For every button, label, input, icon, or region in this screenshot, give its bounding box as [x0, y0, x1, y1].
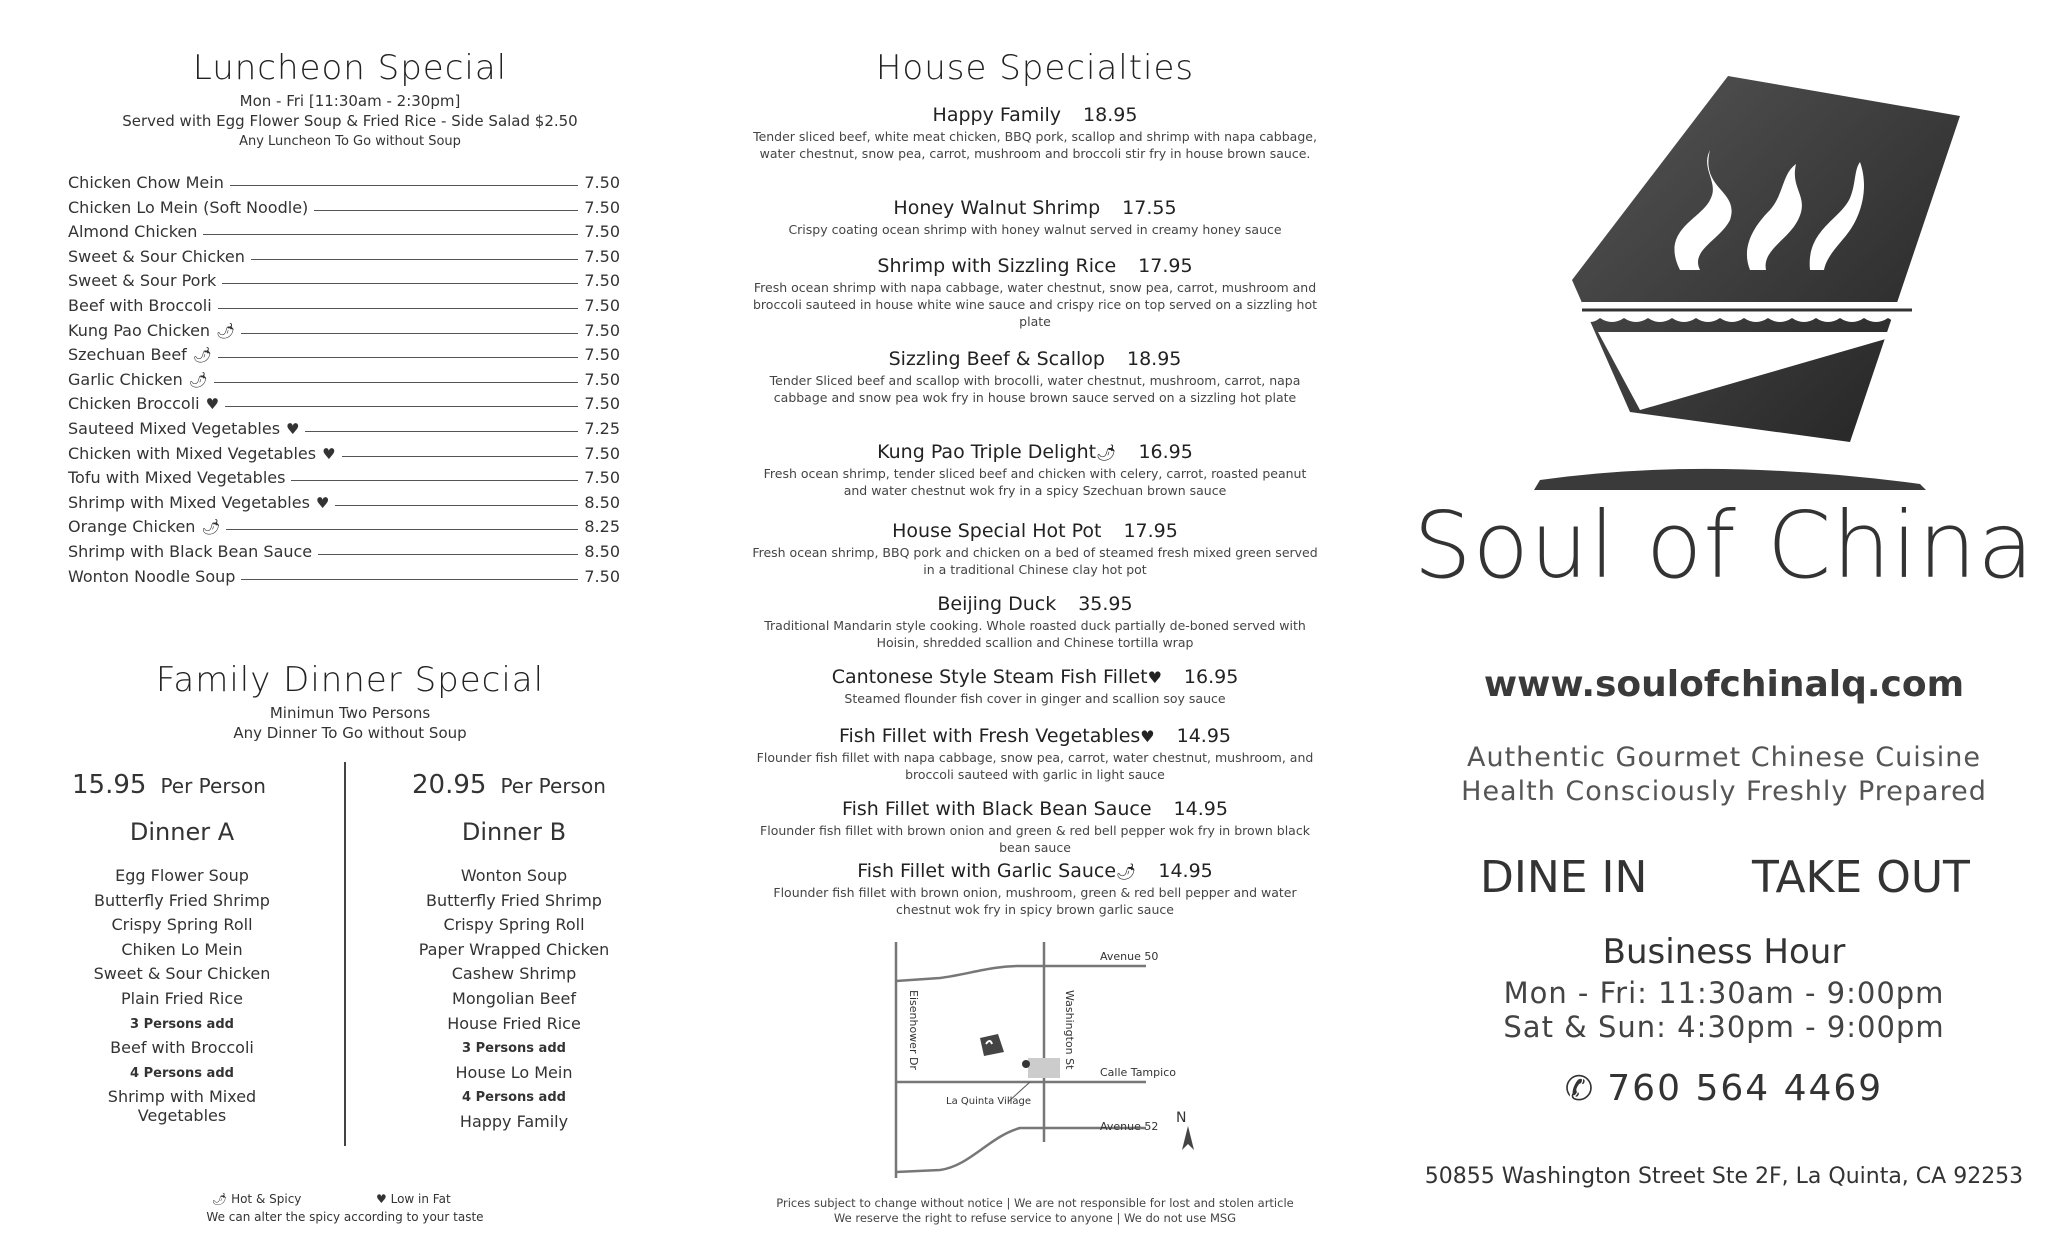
dinner-b-item: Crispy Spring Roll: [443, 915, 585, 935]
luncheon-item-name: Szechuan Beef: [68, 345, 187, 365]
specialty-price: 17.95: [1138, 255, 1193, 277]
dinner-a-addon-label: 4 Persons add: [130, 1065, 234, 1081]
leader-line: [251, 259, 579, 260]
specialty-description: Flounder fish fillet with brown onion, mushroom, green & red bell pepper and water chestnut wok fry in spicy brown garlic sauce: [773, 885, 1297, 917]
chili-pepper-icon: 🌶: [1116, 862, 1137, 881]
specialty-title: [740, 798, 1330, 820]
dinner-a-item: Egg Flower Soup: [115, 866, 249, 885]
specialty-name: Happy Family: [932, 104, 1062, 126]
business-hour-title: Business Hour: [1602, 932, 1846, 972]
specialty-title: [740, 860, 1330, 882]
chili-pepper-icon: 🌶: [188, 370, 208, 389]
heart-icon: ♥: [1147, 668, 1162, 687]
leader-line: [225, 406, 578, 407]
luncheon-item-name: Kung Pao Chicken: [68, 320, 211, 340]
specialty-price: 16.95: [1183, 666, 1239, 688]
dinner-a-addon-label: 3 Persons add: [130, 1016, 234, 1032]
specialty-description: Crispy coating ocean shrimp with honey walnut served in creamy honey sauce: [788, 222, 1282, 237]
heart-icon: ♥: [205, 395, 220, 414]
luncheon-item: [68, 242, 620, 266]
dinner-b-item: House Lo Mein: [455, 1062, 573, 1082]
website-link[interactable]: www.soulofchinalq.com: [1483, 664, 1965, 705]
specialty-name: Fish Fillet with Black Bean Sauce: [842, 798, 1152, 820]
luncheon-item: [68, 488, 620, 512]
leader-line: [218, 308, 579, 309]
luncheon-item-price: 7.50: [584, 369, 620, 389]
phone-number-text: 760 564 4469: [1607, 1068, 1884, 1109]
luncheon-item-price: 7.50: [584, 443, 620, 463]
luncheon-item-price: 7.50: [584, 468, 620, 488]
family-togo: Any Dinner To Go without Soup: [233, 724, 467, 742]
specialty-title: [740, 666, 1330, 688]
luncheon-item: [68, 316, 620, 340]
tagline-1: Authentic Gourmet Chinese Cuisine: [1467, 742, 1981, 773]
dinner-a-item: Plain Fried Rice: [121, 989, 243, 1008]
dinner-a-per: Per Person: [160, 774, 266, 798]
dinner-a-item: Shrimp with Mixed Vegetables: [107, 1087, 257, 1126]
dinner-b-item: Butterfly Fried Shrimp: [426, 890, 602, 910]
heart-icon: ♥: [1140, 727, 1155, 746]
dinner-b-item: Paper Wrapped Chicken: [418, 939, 610, 959]
dinner-a-item: Chiken Lo Mein: [121, 939, 243, 959]
leader-line: [241, 333, 578, 334]
specialty-name: Sizzling Beef & Scallop: [888, 348, 1105, 370]
specialty-name: Honey Walnut Shrimp: [893, 197, 1101, 219]
heart-icon: ♥: [315, 493, 330, 512]
chili-pepper-icon: 🌶: [212, 1192, 228, 1206]
heart-icon: ♥: [376, 1192, 387, 1206]
leader-line: [342, 456, 579, 457]
dine-in-label: DINE IN: [1480, 852, 1648, 903]
specialty-price: 14.95: [1173, 798, 1228, 820]
chili-pepper-icon: 🌶: [1096, 443, 1117, 462]
legend-note: We can alter the spicy according to your taste: [206, 1210, 484, 1224]
specialty-title: [740, 441, 1330, 463]
luncheon-item: [68, 562, 620, 586]
specialty-description: Flounder fish fillet with napa cabbage, snow pea, carrot, water chestnut, mushroom, and broccoli sauteed with garlic in light sauce: [756, 750, 1314, 782]
phone-icon: ✆: [1564, 1069, 1596, 1109]
specialty-description: Flounder fish fillet with brown onion and green & red bell pepper wok fry in brown black bean sauce: [760, 823, 1310, 855]
luncheon-item-price: 7.25: [584, 419, 620, 438]
specialty-name: Beijing Duck: [937, 593, 1057, 615]
map-label-village: La Quinta Village: [946, 1096, 1032, 1107]
leader-line: [291, 480, 578, 481]
leader-line: [241, 579, 578, 580]
dinner-a-price: [72, 770, 266, 800]
map-label-avenue50: Avenue 50: [1100, 950, 1159, 963]
specialty-title: [740, 197, 1330, 219]
luncheon-item-price: 7.50: [584, 222, 620, 242]
luncheon-item-price: 7.50: [584, 271, 620, 291]
leader-line: [203, 234, 578, 235]
legend-hot: [212, 1192, 301, 1206]
map-label-calle: Calle Tampico: [1100, 1066, 1176, 1079]
dinner-a-item: Beef with Broccoli: [110, 1038, 254, 1058]
map-label-avenue52: Avenue 52: [1100, 1120, 1159, 1133]
location-map: [880, 936, 1210, 1186]
luncheon-togo: Any Luncheon To Go without Soup: [239, 134, 461, 149]
dinner-b-per: Per Person: [500, 774, 606, 798]
disclaimer-line2: We reserve the right to refuse service to anyone | We do not use MSG: [833, 1211, 1237, 1225]
hours-weekend: Sat & Sun: 4:30pm - 9:00pm: [1503, 1010, 1945, 1044]
heart-icon: ♥: [322, 444, 336, 463]
dinner-a-name: Dinner A: [129, 818, 235, 846]
legend-low: [376, 1192, 451, 1206]
specialty-price: 14.95: [1158, 860, 1213, 882]
specialty-description: Fresh ocean shrimp with napa cabbage, water chestnut, snow pea, carrot, mushroom and broccoli sauteed in house white wine sauce and crispy rice on top served on a sizzling hot plate: [753, 280, 1317, 329]
map-location-block: [1028, 1058, 1060, 1078]
specialty-name: Shrimp with Sizzling Rice: [877, 255, 1117, 277]
specialty-name: Kung Pao Triple Delight: [877, 441, 1097, 463]
specialty-description: Tender sliced beef, white meat chicken, BBQ pork, scallop and shrimp with napa cabbage, water chestnut, snow pea, carrot, mushroom and broccoli stir fry in house brown sauce.: [753, 129, 1317, 161]
luncheon-item-name: Sweet & Sour Chicken: [68, 246, 245, 266]
specialty-description: Steamed flounder fish cover in ginger and scallion soy sauce: [844, 691, 1226, 706]
luncheon-item: [68, 266, 620, 290]
dinner-b-name: Dinner B: [461, 818, 567, 846]
tagline-2: Health Consciously Freshly Prepared: [1461, 776, 1987, 807]
luncheon-item-name: Garlic Chicken: [68, 369, 183, 389]
dinner-a-item: Butterfly Fried Shrimp: [94, 890, 270, 910]
chili-pepper-icon: 🌶: [201, 518, 221, 537]
luncheon-item-price: 7.50: [584, 296, 620, 315]
address: 50855 Washington Street Ste 2F, La Quinta, CA 92253: [1424, 1164, 2024, 1189]
specialty-price: 17.55: [1122, 197, 1177, 219]
luncheon-item-name: Chicken Broccoli: [68, 394, 200, 414]
luncheon-item-name: Tofu with Mixed Vegetables: [68, 468, 286, 488]
dinner-b-addon-label: 4 Persons add: [462, 1090, 566, 1106]
luncheon-item: [68, 414, 620, 438]
chili-pepper-icon: 🌶: [192, 346, 212, 365]
luncheon-item-name: Shrimp with Black Bean Sauce: [68, 542, 313, 561]
luncheon-item-price: 7.50: [584, 345, 620, 365]
map-location-dot: [1022, 1060, 1030, 1068]
luncheon-item-name: Chicken Lo Mein (Soft Noodle): [68, 197, 309, 217]
luncheon-item-name: Orange Chicken: [68, 517, 196, 537]
middle-panel: [740, 0, 1330, 1243]
luncheon-item-price: 7.50: [584, 197, 620, 217]
luncheon-item: [68, 512, 620, 536]
leader-line: [214, 382, 579, 383]
dinner-b-item: Cashew Shrimp: [451, 964, 577, 984]
hours-weekday: Mon - Fri: 11:30am - 9:00pm: [1503, 976, 1945, 1010]
chili-pepper-icon: 🌶: [216, 321, 236, 340]
specialty-price: 14.95: [1176, 725, 1232, 747]
luncheon-item: [68, 365, 620, 389]
leader-line: [305, 431, 578, 432]
legend-low-label: Low in Fat: [390, 1192, 451, 1206]
brand-name: Soul of China: [1413, 492, 2035, 599]
luncheon-item: [68, 217, 620, 241]
luncheon-hours: Mon - Fri [11:30am - 2:30pm]: [239, 92, 461, 110]
specialty-description: Tender Sliced beef and scallop with brocolli, water chestnut, mushroom, carrot, napa cabbage and snow pea wok fry in house brown sauce served on a sizzling hot plate: [769, 373, 1301, 405]
luncheon-item-price: 8.25: [584, 517, 620, 537]
leader-line: [218, 357, 579, 358]
dinner-b-addon-label: 3 Persons add: [462, 1041, 566, 1057]
luncheon-item: [68, 193, 620, 217]
map-label-north: N: [1176, 1110, 1187, 1126]
luncheon-item-price: 7.50: [584, 246, 620, 266]
dinner-b-price-value: 20.95: [412, 770, 487, 800]
leader-line: [226, 529, 578, 530]
right-panel: [1400, 0, 2048, 1243]
map-label-washington: Washington St: [1063, 990, 1076, 1070]
luncheon-item-name: Almond Chicken: [68, 222, 198, 242]
leader-line: [230, 185, 579, 186]
specialty-title: [740, 593, 1330, 615]
specialty-price: 18.95: [1083, 104, 1138, 126]
luncheon-item-name: Shrimp with Mixed Vegetables: [68, 492, 310, 512]
left-panel: [0, 0, 700, 1243]
specialty-name: Fish Fillet with Fresh Vegetables: [838, 725, 1141, 747]
dinner-a-item: Sweet & Sour Chicken: [93, 964, 271, 984]
luncheon-item: [68, 439, 620, 463]
luncheon-item-name: Sauteed Mixed Vegetables: [68, 419, 281, 438]
luncheon-item-name: Chicken Chow Mein: [68, 173, 224, 192]
compass-north-icon: [1182, 1126, 1194, 1150]
dinner-a-price-value: 15.95: [72, 770, 147, 800]
luncheon-item: [68, 291, 620, 315]
map-label-eisenhower: Eisenhower Dr: [907, 990, 920, 1070]
dinner-b-item: Mongolian Beef: [452, 989, 576, 1008]
specialty-title: [740, 104, 1330, 126]
luncheon-item: [68, 537, 620, 561]
luncheon-item-price: 7.50: [584, 320, 620, 340]
leader-line: [335, 505, 578, 506]
luncheon-item-price: 8.50: [584, 542, 620, 561]
dinner-a-item: Crispy Spring Roll: [111, 915, 253, 935]
luncheon-item-price: 7.50: [584, 566, 620, 586]
heart-icon: ♥: [286, 420, 300, 438]
bowl-logo: [1510, 70, 1970, 490]
specialty-price: 35.95: [1078, 593, 1133, 615]
family-title: Family Dinner Special: [155, 660, 545, 700]
luncheon-item-name: Beef with Broccoli: [68, 296, 212, 315]
luncheon-title: Luncheon Special: [192, 48, 508, 88]
dinner-b-price: [412, 770, 606, 800]
specialty-price: 16.95: [1138, 441, 1193, 463]
specialty-description: Traditional Mandarin style cooking. Whole roasted duck partially de-boned served with Hoisin, shredded scallion and Chinese tortilla wrap: [764, 618, 1306, 650]
dinner-b-item: Happy Family: [459, 1112, 569, 1131]
disclaimer-line1: Prices subject to change without notice | We are not responsible for lost and stolen article: [776, 1196, 1294, 1210]
luncheon-item-name: Wonton Noodle Soup: [68, 566, 236, 586]
luncheon-item-price: 7.50: [584, 394, 620, 414]
leader-line: [318, 554, 578, 555]
luncheon-served: Served with Egg Flower Soup & Fried Rice - Side Salad $2.50: [122, 112, 578, 130]
luncheon-item: [68, 389, 620, 413]
logo-plate: [1534, 469, 1926, 490]
luncheon-item-name: Chicken with Mixed Vegetables: [68, 443, 317, 463]
luncheon-item: [68, 340, 620, 364]
luncheon-item-name: Sweet & Sour Pork: [68, 271, 217, 291]
leader-line: [314, 210, 578, 211]
specialty-name: Fish Fillet with Garlic Sauce: [857, 860, 1117, 882]
map-road-avenue50: [896, 966, 1146, 981]
phone-number[interactable]: [1400, 1068, 2048, 1109]
specialty-price: 17.95: [1123, 520, 1178, 542]
legend-hot-label: Hot & Spicy: [231, 1192, 302, 1206]
luncheon-item-price: 8.50: [584, 492, 620, 512]
luncheon-item: [68, 463, 620, 487]
luncheon-item: [68, 168, 620, 192]
family-min: Minimun Two Persons: [269, 704, 431, 722]
specialty-price: 18.95: [1126, 348, 1182, 370]
luncheon-item-price: 7.50: [584, 173, 620, 192]
specialty-description: Fresh ocean shrimp, BBQ pork and chicken on a bed of steamed fresh mixed green served in a traditional Chinese clay hot pot: [752, 545, 1318, 577]
specialty-name: Cantonese Style Steam Fish Fillet: [831, 666, 1148, 688]
dinner-divider: [344, 762, 346, 1146]
map-restaurant-icon: [980, 1034, 1004, 1056]
map-road-avenue52: [896, 1128, 1146, 1172]
specialty-title: [740, 725, 1330, 747]
specialties-title: House Specialties: [875, 48, 1195, 88]
dinner-b-item: Wonton Soup: [460, 866, 568, 885]
specialty-title: [740, 255, 1330, 277]
specialty-description: Fresh ocean shrimp, tender sliced beef and chicken with celery, carrot, roasted peanut and water chestnut wok fry in a spicy Szechuan brown sauce: [763, 466, 1307, 498]
take-out-label: TAKE OUT: [1752, 852, 1970, 903]
specialty-name: House Special Hot Pot: [892, 520, 1102, 542]
specialty-title: [740, 520, 1330, 542]
leader-line: [222, 283, 578, 284]
dinner-b-item: House Fried Rice: [447, 1013, 581, 1033]
specialty-title: [740, 348, 1330, 370]
